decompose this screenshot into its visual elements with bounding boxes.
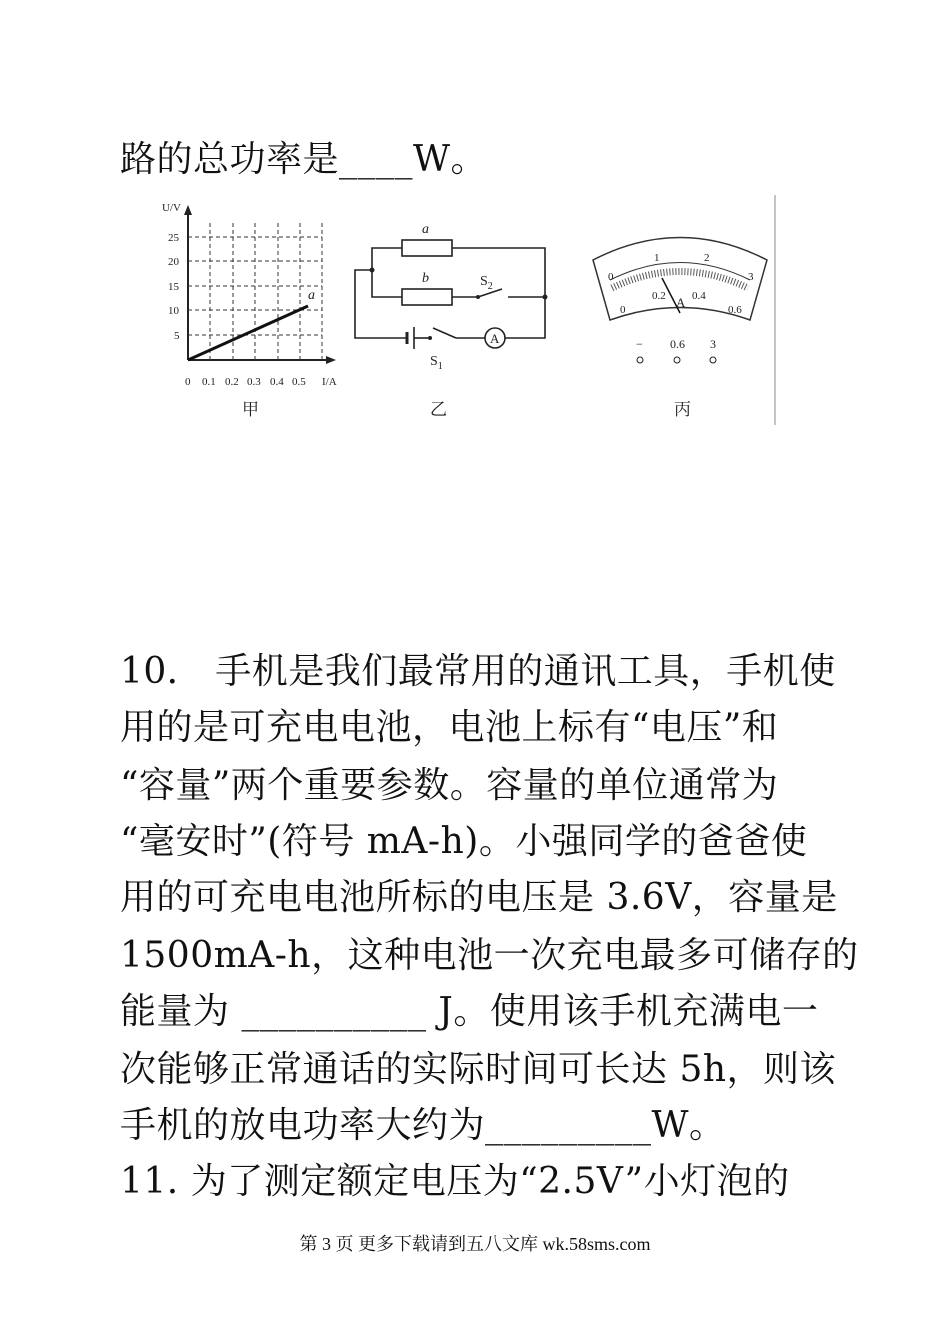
xtick: 0.2	[225, 376, 239, 388]
upper-scale: 0	[608, 271, 614, 283]
switch-s2-label: $S_2$	[480, 274, 493, 292]
circuit-diagram	[355, 240, 545, 349]
upper-scale: 2	[704, 252, 710, 264]
physics-figure	[150, 195, 780, 430]
text-line: 能量为 __________ J。使用该手机充满电一	[120, 991, 819, 1032]
circuit-labels	[370, 222, 548, 419]
ytick: 10	[168, 305, 179, 317]
text-line: 1500mA-h，这种电池一次充电最多可储存的	[120, 935, 859, 976]
lower-scale: 0.4	[692, 290, 706, 302]
text-line: 手机的放电功率大约为_________W。	[120, 1105, 726, 1146]
text-line: 10． 手机是我们最常用的通讯工具，手机使	[120, 651, 836, 692]
lower-scale: 0	[620, 304, 626, 316]
meter-caption: 丙	[674, 400, 691, 419]
ytick: 25	[168, 232, 179, 244]
text-line: 路的总功率是____W。	[120, 139, 488, 180]
ytick: 5	[174, 330, 180, 342]
lower-scale: 0.2	[652, 290, 666, 302]
graph-ylabel: U/V	[162, 202, 181, 214]
terminal-label: 3	[710, 337, 716, 351]
line-a-label: a	[308, 288, 315, 303]
text-line: 次能够正常通话的实际时间可长达 5h，则该	[120, 1049, 837, 1090]
xtick: 0.5	[292, 376, 306, 388]
line-a	[188, 306, 308, 360]
graph-xlabel: I/A	[322, 376, 337, 388]
circuit-caption: 乙	[430, 400, 447, 419]
text-line: “容量”两个重要参数。容量的单位通常为	[120, 765, 779, 806]
text-line: 用的可充电电池所标的电压是 3.6V，容量是	[120, 877, 838, 918]
upper-scale: 1	[654, 252, 660, 264]
xtick: 0.4	[270, 376, 284, 388]
ytick: 15	[168, 281, 179, 293]
ammeter-label: A	[490, 331, 500, 346]
ytick: 20	[168, 256, 179, 268]
upper-scale: 3	[748, 271, 754, 283]
figure-svg	[150, 195, 780, 430]
terminal-label: 0.6	[670, 337, 685, 351]
text-line: “毫安时”(符号 mA-h)。小强同学的爸爸使	[120, 821, 808, 862]
xtick: 0.3	[247, 376, 261, 388]
text-line: 11. 为了测定额定电压为“2.5V”小灯泡的	[120, 1161, 790, 1202]
resistor-b-label: b	[422, 271, 429, 286]
switch-s1-label: $S_1$	[430, 354, 443, 372]
ui-graph	[162, 202, 337, 419]
xtick: 0	[185, 376, 191, 388]
graph-caption: 甲	[242, 400, 259, 419]
meter-unit: A	[676, 295, 686, 310]
xtick: 0.1	[202, 376, 216, 388]
page-footer: 第 3 页 更多下载请到五八文库 wk.58sms.com	[299, 1234, 651, 1254]
resistor-a-label: a	[422, 222, 429, 237]
lower-scale: 0.6	[728, 304, 742, 316]
terminal-label: −	[636, 337, 643, 351]
text-line: 用的是可充电电池，电池上标有“电压”和	[120, 707, 779, 748]
